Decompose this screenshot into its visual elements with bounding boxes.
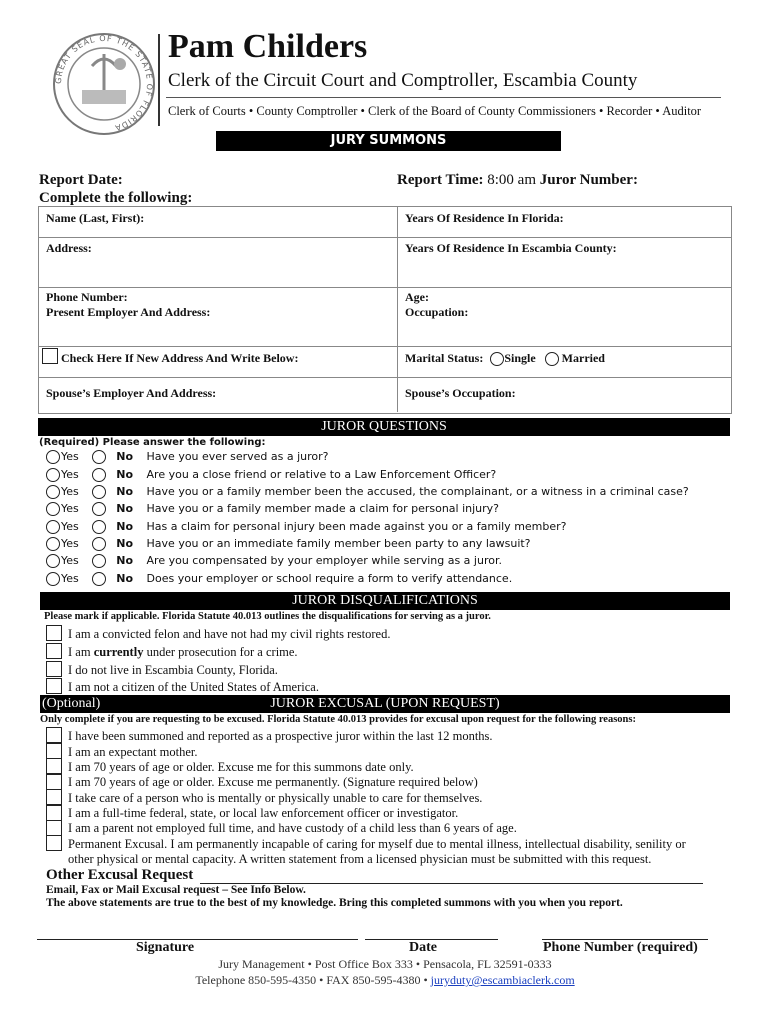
marital-status-label: Marital Status: bbox=[405, 351, 484, 365]
excusal-item: I am an expectant mother. bbox=[68, 745, 198, 759]
report-date-label: Report Date: bbox=[39, 172, 123, 188]
employer-field[interactable]: Present Employer And Address: bbox=[46, 305, 211, 319]
disqualification-checkbox[interactable] bbox=[46, 643, 62, 659]
yes-label: Yes bbox=[61, 468, 79, 481]
clerk-duties: Clerk of Courts • County Comptroller • Clerk of the Board of County Commissioners • Recorder • Auditor bbox=[168, 104, 702, 118]
no-label: No bbox=[116, 485, 134, 498]
no-label: No bbox=[116, 572, 134, 585]
no-label: No bbox=[116, 450, 134, 463]
disqualification-checkbox[interactable] bbox=[46, 678, 62, 694]
yes-radio[interactable] bbox=[46, 572, 60, 586]
form-title: JURY SUMMONS bbox=[216, 131, 561, 151]
question-row bbox=[46, 554, 502, 570]
excusal-checkbox[interactable] bbox=[46, 774, 62, 790]
signature-label: Signature bbox=[136, 940, 195, 955]
signature-input[interactable] bbox=[37, 939, 358, 940]
excusal-checkbox[interactable] bbox=[46, 820, 62, 836]
no-radio[interactable] bbox=[92, 485, 106, 499]
item-text: under prosecution for a crime. bbox=[143, 645, 298, 659]
no-label: No bbox=[116, 502, 134, 515]
question-text: Have you ever served as a juror? bbox=[146, 450, 329, 463]
optional-label: (Optional) bbox=[42, 696, 101, 711]
address-field[interactable]: Address: bbox=[46, 241, 92, 255]
question-text: Are you compensated by your employer while serving as a juror. bbox=[146, 554, 502, 567]
yes-radio[interactable] bbox=[46, 450, 60, 464]
question-text: Are you a close friend or relative to a Law Enforcement Officer? bbox=[146, 468, 497, 481]
yes-label: Yes bbox=[61, 572, 79, 585]
years-florida-field[interactable]: Years Of Residence In Florida: bbox=[405, 211, 564, 225]
disqualifications-heading: JUROR DISQUALIFICATIONS bbox=[40, 592, 730, 610]
report-time-value: 8:00 am bbox=[487, 172, 537, 188]
state-seal-logo bbox=[52, 32, 156, 136]
yes-label: Yes bbox=[61, 485, 79, 498]
question-row bbox=[46, 520, 567, 536]
no-radio[interactable] bbox=[92, 450, 106, 464]
yes-radio[interactable] bbox=[46, 520, 60, 534]
juror-number-label: Juror Number: bbox=[539, 172, 638, 188]
question-text: Have you or a family member made a claim for personal injury? bbox=[146, 502, 500, 515]
age-field[interactable]: Age: bbox=[405, 290, 429, 304]
no-radio[interactable] bbox=[92, 502, 106, 516]
item-text: I am bbox=[68, 645, 94, 659]
question-row bbox=[46, 502, 499, 518]
question-row bbox=[46, 572, 512, 588]
single-radio[interactable] bbox=[490, 352, 504, 366]
disqualification-checkbox[interactable] bbox=[46, 661, 62, 677]
disqualification-item bbox=[68, 645, 298, 660]
no-radio[interactable] bbox=[92, 520, 106, 534]
header-rule bbox=[166, 97, 721, 98]
new-address-label: Check Here If New Address And Write Below: bbox=[61, 351, 299, 365]
excusal-checkbox[interactable] bbox=[46, 743, 62, 759]
excusal-item: Permanent Excusal. I am permanently incapable of caring for myself due to mental illness, intellectual disability, senility or bbox=[68, 837, 686, 851]
spouse-employer-field[interactable]: Spouse’s Employer And Address: bbox=[46, 386, 217, 400]
questions-instruction: (Required) Please answer the following: bbox=[39, 437, 266, 448]
excusal-instruction: Only complete if you are requesting to be excused. Florida Statute 40.013 provides for excusal upon request for the following reasons: bbox=[40, 714, 636, 725]
item-emphasis: currently bbox=[93, 645, 144, 659]
juror-questions-heading: JUROR QUESTIONS bbox=[38, 418, 730, 436]
phone-label: Phone Number (required) bbox=[543, 940, 698, 955]
new-address-checkbox[interactable] bbox=[42, 348, 58, 364]
no-label: No bbox=[116, 554, 134, 567]
excusal-heading bbox=[40, 695, 730, 713]
report-time-label: Report Time: bbox=[397, 172, 484, 188]
excusal-checkbox[interactable] bbox=[46, 758, 62, 774]
disqualification-item: I do not live in Escambia County, Florida. bbox=[68, 663, 278, 677]
attestation-note: The above statements are true to the best of my knowledge. Bring this completed summons with you when you report. bbox=[46, 897, 623, 909]
excusal-item: I am 70 years of age or older. Excuse me for this summons date only. bbox=[68, 760, 414, 774]
question-text: Does your employer or school require a form to verify attendance. bbox=[146, 572, 513, 585]
excusal-item: I am 70 years of age or older. Excuse me permanently. (Signature required below) bbox=[68, 775, 478, 789]
disqualification-checkbox[interactable] bbox=[46, 625, 62, 641]
yes-radio[interactable] bbox=[46, 468, 60, 482]
svg-text:GREAT SEAL OF THE STATE OF FLO: GREAT SEAL OF THE STATE OF FLORIDA bbox=[53, 33, 155, 133]
clerk-name: Pam Childers bbox=[168, 28, 368, 65]
name-field[interactable]: Name (Last, First): bbox=[46, 211, 145, 225]
disqualifications-instruction: Please mark if applicable. Florida Statute 40.013 outlines the disqualifications for serving as a juror. bbox=[44, 611, 491, 622]
marital-status bbox=[405, 351, 605, 366]
footer-address: Jury Management • Post Office Box 333 • Pensacola, FL 32591-0333 bbox=[218, 957, 552, 971]
question-row bbox=[46, 468, 496, 484]
question-text: Have you or a family member been the accused, the complainant, or a witness in a criminal case? bbox=[146, 485, 689, 498]
no-radio[interactable] bbox=[92, 537, 106, 551]
yes-label: Yes bbox=[61, 554, 79, 567]
email-link[interactable]: juryduty@escambiaclerk.com bbox=[430, 973, 575, 987]
table-divider bbox=[38, 346, 732, 347]
excusal-item: I am a parent not employed full time, and have custody of a child less than 6 years of age. bbox=[68, 821, 517, 835]
spouse-occupation-field[interactable]: Spouse’s Occupation: bbox=[405, 386, 516, 400]
date-label: Date bbox=[409, 940, 437, 955]
question-row bbox=[46, 450, 328, 466]
excusal-checkbox[interactable] bbox=[46, 727, 62, 743]
yes-label: Yes bbox=[61, 502, 79, 515]
table-column-divider bbox=[397, 206, 398, 412]
table-divider bbox=[38, 377, 732, 378]
header-divider bbox=[158, 34, 160, 126]
table-divider bbox=[38, 237, 732, 238]
other-excusal-label: Other Excusal Request bbox=[46, 867, 194, 883]
excusal-item: I have been summoned and reported as a prospective juror within the last 12 months. bbox=[68, 729, 493, 743]
excusal-heading-text: JUROR EXCUSAL (UPON REQUEST) bbox=[270, 696, 500, 711]
phone-field[interactable]: Phone Number: bbox=[46, 290, 128, 304]
yes-radio[interactable] bbox=[46, 502, 60, 516]
disqualification-item: I am a convicted felon and have not had my civil rights restored. bbox=[68, 627, 391, 641]
excusal-checkbox[interactable] bbox=[46, 835, 62, 851]
question-text: Has a claim for personal injury been made against you or a family member? bbox=[146, 520, 567, 533]
excusal-item-continued: other physical or mental capacity. A written statement from a licensed physician must be submitted with this request. bbox=[68, 852, 652, 866]
table-divider bbox=[38, 287, 732, 288]
excusal-item: I am a full-time federal, state, or local law enforcement officer or investigator. bbox=[68, 806, 459, 820]
occupation-field[interactable]: Occupation: bbox=[405, 305, 469, 319]
report-time bbox=[397, 172, 638, 189]
no-label: No bbox=[116, 468, 134, 481]
no-radio[interactable] bbox=[92, 572, 106, 586]
clerk-title: Clerk of the Circuit Court and Comptroller, Escambia County bbox=[168, 70, 638, 91]
footer-phone-fax: Telephone 850-595-4350 • FAX 850-595-4380 • bbox=[195, 973, 431, 987]
no-radio[interactable] bbox=[92, 468, 106, 482]
disqualification-item: I am not a citizen of the United States of America. bbox=[68, 680, 319, 694]
yes-label: Yes bbox=[61, 450, 79, 463]
question-text: Have you or an immediate family member been party to any lawsuit? bbox=[146, 537, 531, 550]
question-row bbox=[46, 485, 689, 501]
yes-label: Yes bbox=[61, 537, 79, 550]
yes-radio[interactable] bbox=[46, 537, 60, 551]
yes-label: Yes bbox=[61, 520, 79, 533]
excusal-checkbox[interactable] bbox=[46, 789, 62, 805]
question-row bbox=[46, 537, 531, 553]
no-label: No bbox=[116, 537, 134, 550]
no-label: No bbox=[116, 520, 134, 533]
married-label: Married bbox=[561, 351, 605, 365]
married-radio[interactable] bbox=[545, 352, 559, 366]
excusal-item: I take care of a person who is mentally or physically unable to care for themselves. bbox=[68, 791, 483, 805]
single-label: Single bbox=[504, 351, 536, 365]
yes-radio[interactable] bbox=[46, 554, 60, 568]
excusal-checkbox[interactable] bbox=[46, 805, 62, 821]
complete-label: Complete the following: bbox=[39, 190, 193, 206]
yes-radio[interactable] bbox=[46, 485, 60, 499]
years-county-field[interactable]: Years Of Residence In Escambia County: bbox=[405, 241, 617, 255]
footer-contact bbox=[0, 973, 770, 988]
excusal-note: Email, Fax or Mail Excusal request – See Info Below. bbox=[46, 884, 306, 896]
no-radio[interactable] bbox=[92, 554, 106, 568]
